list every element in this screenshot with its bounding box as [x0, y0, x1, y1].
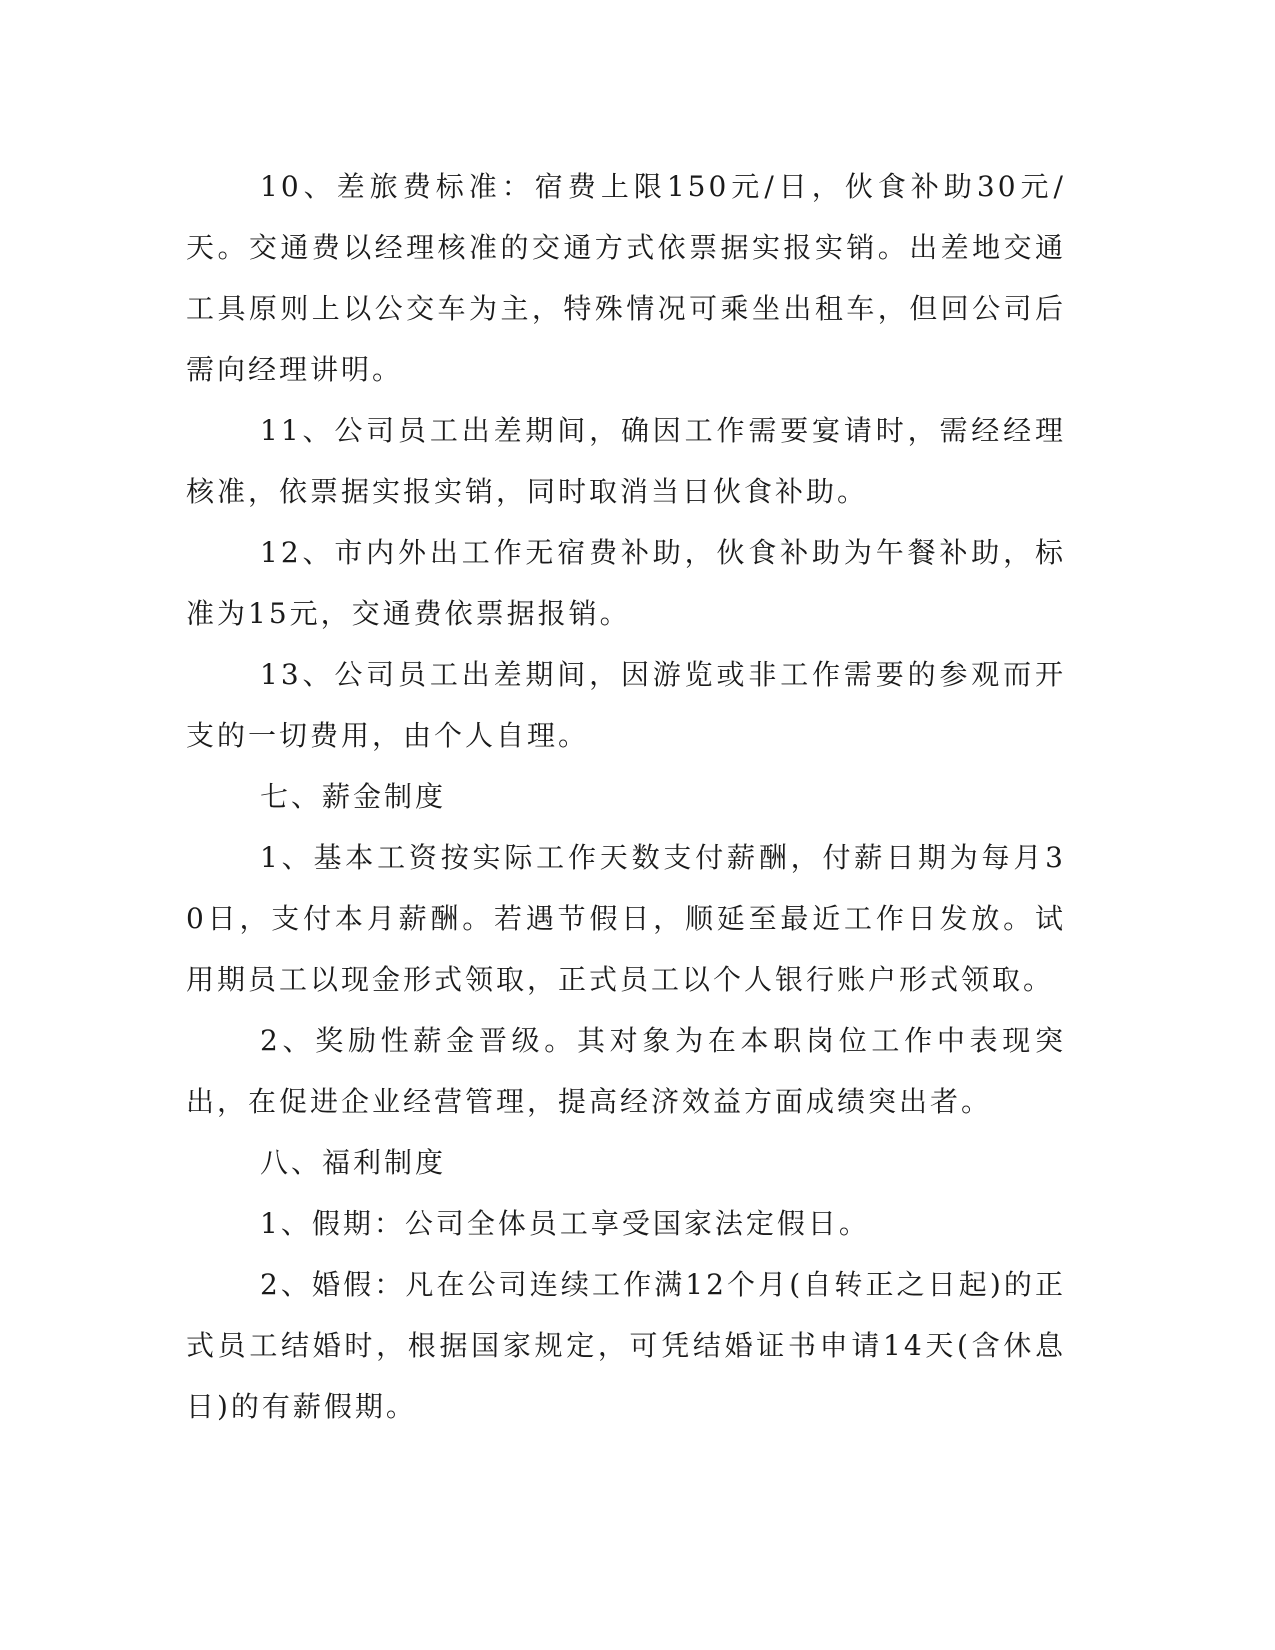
- document-body: [186, 156, 1066, 1437]
- paragraph-travel-expense-standard: 10、差旅费标准：宿费上限150元/日，伙食补助30元/天。交通费以经理核准的交通方式依票据实报实销。出差地交通工具原则上以公交车为主，特殊情况可乘坐出租车，但回公司后需向经理讲明。: [186, 170, 1066, 386]
- paragraph-local-work-allowance: 12、市内外出工作无宿费补助，伙食补助为午餐补助，标准为15元，交通费依票据报销。: [186, 536, 1066, 630]
- paragraph-marriage-leave: 2、婚假：凡在公司连续工作满12个月(自转正之日起)的正式员工结婚时，根据国家规定，可凭结婚证书申请14天(含休息日)的有薪假期。: [186, 1268, 1066, 1423]
- paragraph-incentive-salary: 2、奖励性薪金晋级。其对象为在本职岗位工作中表现突出，在促进企业经营管理，提高经济效益方面成绩突出者。: [186, 1024, 1066, 1118]
- paragraph-base-salary: 1、基本工资按实际工作天数支付薪酬，付薪日期为每月30日，支付本月薪酬。若遇节假日，顺延至最近工作日发放。试用期员工以现金形式领取，正式员工以个人银行账户形式领取。: [186, 841, 1066, 996]
- paragraph-holidays: 1、假期：公司全体员工享受国家法定假日。: [260, 1207, 870, 1240]
- section-heading-salary-system: 七、薪金制度: [260, 780, 447, 813]
- paragraph-personal-expenses: 13、公司员工出差期间，因游览或非工作需要的参观而开支的一切费用，由个人自理。: [186, 658, 1066, 752]
- section-heading-welfare-system: 八、福利制度: [260, 1146, 447, 1179]
- paragraph-business-entertainment: 11、公司员工出差期间，确因工作需要宴请时，需经经理核准，依票据实报实销，同时取消当日伙食补助。: [186, 414, 1066, 508]
